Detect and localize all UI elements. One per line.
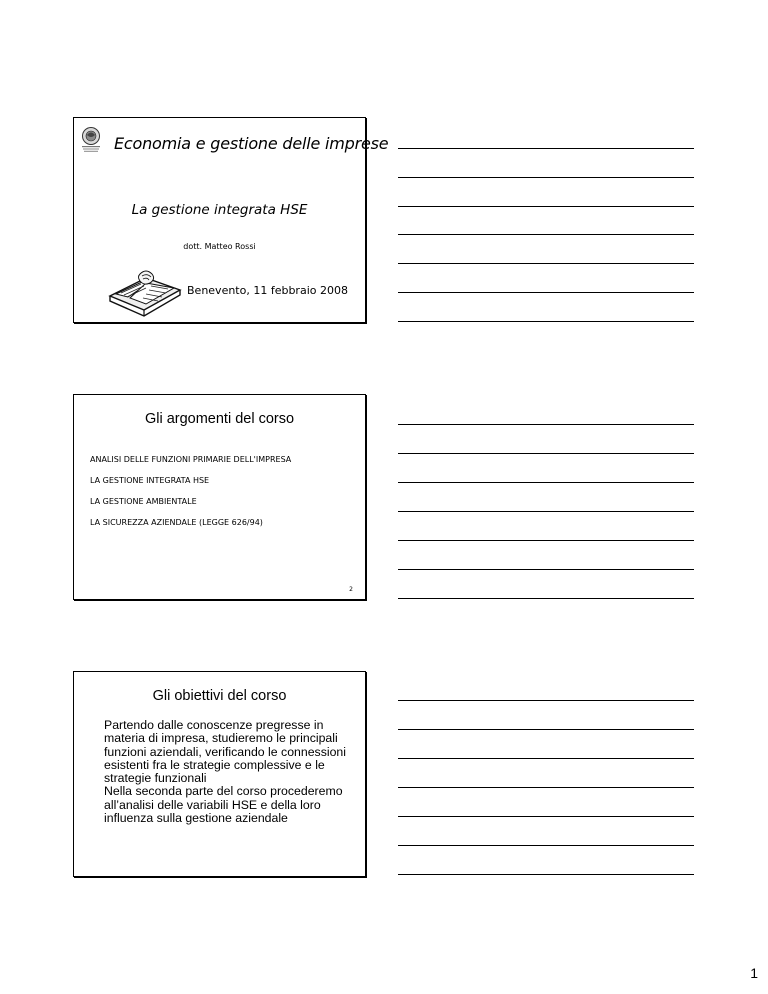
course-topics-list [90,455,291,539]
note-line [398,511,694,512]
slide-1-author: dott. Matteo Rossi [183,242,256,251]
slide-1-title: Economia e gestione delle imprese [114,134,389,153]
note-line [398,540,694,541]
note-line [398,569,694,570]
slide-1 [73,117,389,323]
slide-3 [73,671,366,877]
paragraph: Partendo dalle conoscenze pregresse in materia di impresa, studieremo le principali funzioni aziendali, verificando le connessioni esistenti fra le strategie complessive e le strategie funzionali [104,718,346,786]
note-line [398,874,694,875]
note-line [398,816,694,817]
note-line [398,598,694,599]
note-line [398,482,694,483]
note-line [398,321,694,322]
slide-2-title: Gli argomenti del corso [144,411,295,427]
note-line [398,787,694,788]
note-line [398,758,694,759]
slide-1-subtitle: La gestione integrata HSE [131,202,308,218]
note-line [398,729,694,730]
slide-3-title: Gli obiettivi del corso [152,688,287,704]
note-line [398,206,694,207]
slide-1-date: Benevento, 11 febbraio 2008 [187,284,348,297]
note-line [398,292,694,293]
list-item: LA GESTIONE INTEGRATA HSE [90,476,210,485]
note-line [398,453,694,454]
list-item: LA SICUREZZA AZIENDALE (LEGGE 626/94) [90,518,263,527]
note-line [398,234,694,235]
note-line [398,263,694,264]
note-line [398,177,694,178]
page-number: 1 [750,965,758,981]
list-item: ANALISI DELLE FUNZIONI PRIMARIE DELL'IMPRESA [90,455,292,464]
slide-3-body [104,719,351,825]
open-book-icon [106,266,184,318]
slide-2 [73,394,366,600]
slide-number: 2 [349,586,353,593]
note-line [398,148,694,149]
university-seal-icon [80,126,102,154]
list-item: LA GESTIONE AMBIENTALE [90,497,197,506]
note-line [398,424,694,425]
note-line [398,700,694,701]
paragraph: Nella seconda parte del corso procederemo all’analisi delle variabili HSE e della loro influenza sulla gestione aziendale [104,784,343,826]
note-line [398,845,694,846]
